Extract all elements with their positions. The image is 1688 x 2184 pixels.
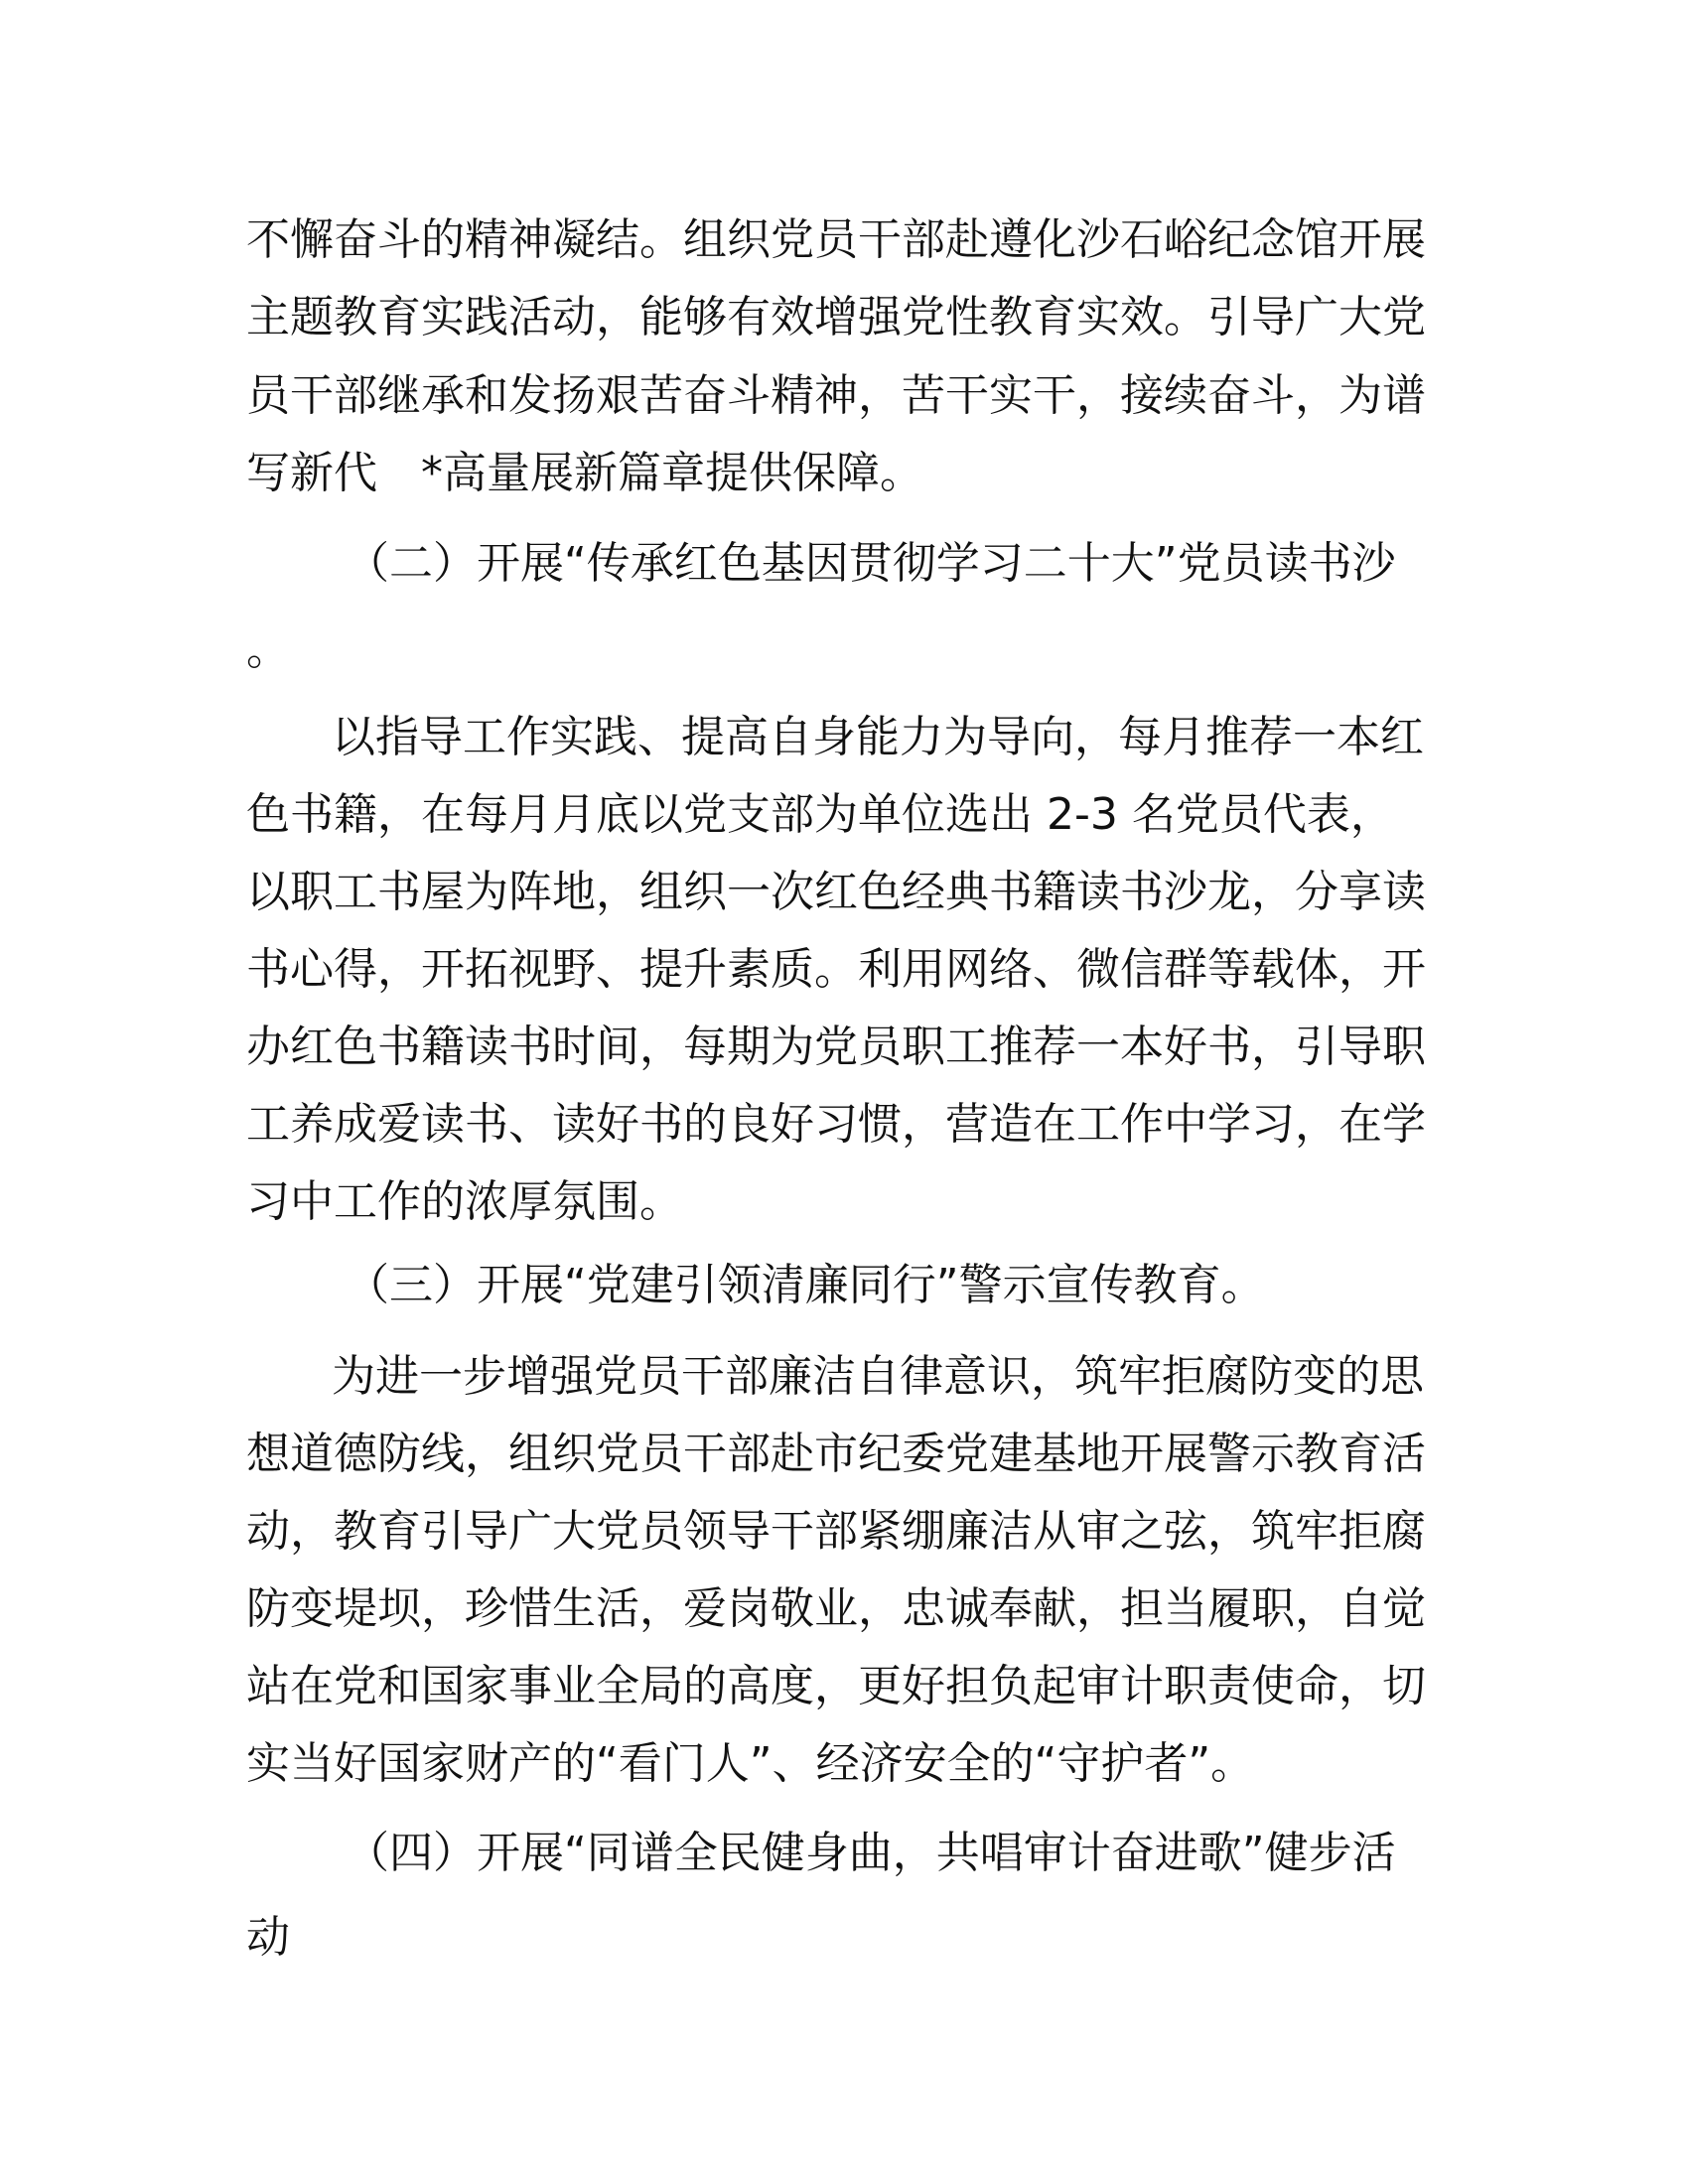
section-heading: （二）开展“传承红色基因贯彻学习二十大”党员读书沙 (346, 538, 1396, 589)
paragraph-line: 书心得，开拓视野、提升素质。利用网络、微信群等载体，开 (246, 944, 1426, 995)
paragraph-line: 为进一步增强党员干部廉洁自律意识，筑牢拒腐防变的思 (332, 1351, 1424, 1402)
paragraph-line: 写新代 *高量展新篇章提供保障。 (246, 448, 923, 498)
paragraph-line: 站在党和国家事业全局的高度，更好担负起审计职责使命，切 (246, 1661, 1426, 1711)
paragraph-line: 以职工书屋为阵地，组织一次红色经典书籍读书沙龙，分享读 (246, 867, 1426, 917)
paragraph-line: 实当好国家财产的“看门人”、经济安全的“守护者”。 (246, 1738, 1255, 1789)
paragraph-line: 习中工作的浓厚氛围。 (246, 1176, 683, 1227)
paragraph-line: 想道德防线，组织党员干部赴市纪委党建基地开展警示教育活 (246, 1429, 1426, 1479)
section-heading-continuation: 动 (246, 1912, 290, 1963)
section-heading-continuation: 。 (246, 624, 290, 675)
paragraph-line: 色书籍，在每月月底以党支部为单位选出 2-3 名党员代表， (246, 789, 1394, 840)
paragraph-line: 主题教育实践活动，能够有效增强党性教育实效。引导广大党 (246, 292, 1426, 342)
paragraph-line: 不懈奋斗的精神凝结。组织党员干部赴遵化沙石峪纪念馆开展 (246, 214, 1426, 265)
section-heading: （四）开展“同谱全民健身曲，共唱审计奋进歌”健步活 (346, 1828, 1396, 1878)
section-heading: （三）开展“党建引领清廉同行”警示宣传教育。 (346, 1260, 1265, 1310)
paragraph-line: 动，教育引导广大党员领导干部紧绷廉洁从审之弦，筑牢拒腐 (246, 1506, 1426, 1557)
paragraph-line: 员干部继承和发扬艰苦奋斗精神，苦干实干，接续奋斗，为谱 (246, 370, 1426, 421)
paragraph-line: 以指导工作实践、提高自身能力为导向，每月推荐一本红 (332, 712, 1424, 762)
paragraph-line: 工养成爱读书、读好书的良好习惯，营造在工作中学习，在学 (246, 1099, 1426, 1150)
paragraph-line: 办红色书籍读书时间，每期为党员职工推荐一本好书，引导职 (246, 1022, 1426, 1072)
paragraph-line: 防变堤坝，珍惜生活，爱岗敬业，忠诚奉献，担当履职，自觉 (246, 1583, 1426, 1634)
